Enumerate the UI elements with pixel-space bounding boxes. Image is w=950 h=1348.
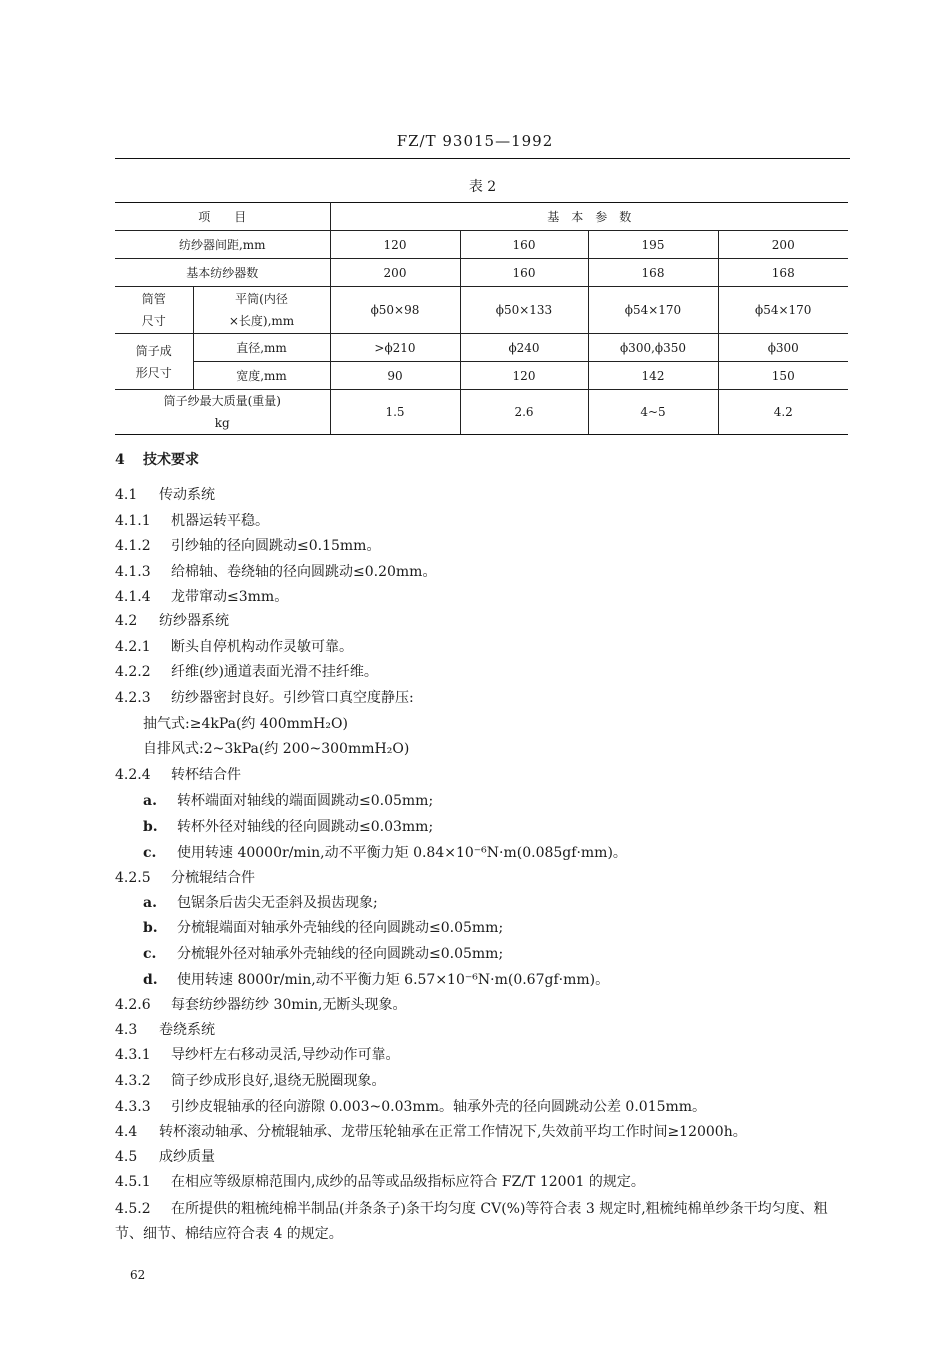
table-cell: 2.6 <box>460 390 588 435</box>
clause-number: 4.5.1 <box>115 1174 151 1190</box>
clause <box>115 1097 706 1117</box>
clause-number: 4.2.4 <box>115 767 151 783</box>
clause-text: 筒子纱成形良好,退绕无脱圈现象。 <box>171 1073 386 1089</box>
list-item <box>143 843 627 863</box>
clause-text: 传动系统 <box>159 487 215 503</box>
clause-text: 给棉轴、卷绕轴的径向圆跳动≤0.20mm。 <box>171 564 437 580</box>
list-marker: d. <box>143 972 158 988</box>
table-cell: 90 <box>330 362 460 390</box>
row-label: 纺纱器间距,mm <box>115 231 330 259</box>
list-marker: a. <box>143 793 157 809</box>
clause-text: 龙带窜动≤3mm。 <box>171 589 289 605</box>
clause-sub-text: 自排风式:2~3kPa(约 200~300mmH₂O) <box>143 741 410 757</box>
clause-number: 4.2.6 <box>115 997 151 1013</box>
row-label <box>115 390 330 435</box>
list-item <box>143 893 378 913</box>
table-cell: 1.5 <box>330 390 460 435</box>
clause-text: 引纱皮辊轴承的径向游隙 0.003~0.03mm。轴承外壳的径向圆跳动公差 0.015mm。 <box>171 1099 707 1115</box>
clause-number: 4.1.2 <box>115 538 151 554</box>
clause-text: 转杯结合件 <box>171 767 241 783</box>
list-item <box>143 791 433 811</box>
list-marker: c. <box>143 946 157 962</box>
table-row <box>115 259 848 287</box>
group-line: 筒管 <box>141 292 166 306</box>
table-cell: ϕ300 <box>718 334 848 362</box>
list-text: 分梳辊外径对轴承外壳轴线的径向圆跳动≤0.05mm; <box>177 946 504 962</box>
table-cell: 150 <box>718 362 848 390</box>
table-cell: ϕ240 <box>460 334 588 362</box>
clause-number: 4.3.3 <box>115 1099 151 1115</box>
table-cell: ϕ54×170 <box>718 287 848 334</box>
clause <box>115 995 406 1015</box>
table-cell: 120 <box>460 362 588 390</box>
header-item: 项 目 <box>115 203 330 231</box>
clause-text: 断头自停机构动作灵敏可靠。 <box>171 639 353 655</box>
list-item <box>143 970 609 990</box>
list-text: 转杯端面对轴线的端面圆跳动≤0.05mm; <box>177 793 434 809</box>
clause-number: 4.3 <box>115 1022 138 1038</box>
table-cell: 168 <box>588 259 718 287</box>
list-text: 包锯条后齿尖无歪斜及损齿现象; <box>177 895 378 911</box>
clause-number: 4.2.2 <box>115 664 151 680</box>
list-text: 使用转速 8000r/min,动不平衡力矩 6.57×10⁻⁶N·m(0.67gf·mm)。 <box>177 972 610 988</box>
table-row <box>115 334 848 362</box>
table-row <box>115 390 848 435</box>
clause-number: 4.1.1 <box>115 513 151 529</box>
clause-number: 4.5 <box>115 1149 138 1165</box>
clause-number: 4.2.1 <box>115 639 151 655</box>
clause-text: 分梳辊结合件 <box>171 870 255 886</box>
clause-number: 4.4 <box>115 1124 138 1140</box>
clause <box>115 1020 215 1040</box>
clause-sub-text: 抽气式:≥4kPa(约 400mmH₂O) <box>143 716 348 732</box>
table-cell: ϕ54×170 <box>588 287 718 334</box>
group-line: 形尺寸 <box>135 365 172 380</box>
row-group-label <box>115 287 193 334</box>
table-row <box>115 362 848 390</box>
clause-number: 4.2.5 <box>115 870 151 886</box>
clause-number: 4.1.4 <box>115 589 151 605</box>
group-line: 尺寸 <box>141 314 166 328</box>
clause-text: 卷绕系统 <box>159 1022 215 1038</box>
row-sub-label: 直径,mm <box>193 334 330 362</box>
mass-line: 筒子纱最大质量(重量) <box>163 394 281 408</box>
list-item <box>143 918 503 938</box>
clause <box>115 511 269 531</box>
sub-line: ×长度),mm <box>228 314 295 328</box>
sub-line: 平筒(内径 <box>235 292 288 306</box>
list-marker: a. <box>143 895 157 911</box>
table-cell: 4~5 <box>588 390 718 435</box>
list-marker: c. <box>143 845 157 861</box>
table-cell: 195 <box>588 231 718 259</box>
clause-text: 成纱质量 <box>159 1149 215 1165</box>
clause-number: 4.2 <box>115 613 138 629</box>
clause <box>115 611 229 631</box>
clause <box>115 1045 399 1065</box>
clause-number: 4.2.3 <box>115 690 151 706</box>
clause <box>115 868 255 888</box>
table-header-row <box>115 203 848 231</box>
clause-text: 在所提供的粗梳纯棉半制品(并条条子)条干均匀度 CV(%)等符合表 3 规定时,粗梳纯棉单纱条干均匀度、粗节、细节、棉结应符合表 4 的规定。 <box>115 1201 828 1242</box>
clause-text: 机器运转平稳。 <box>171 513 269 529</box>
table-cell: 168 <box>718 259 848 287</box>
clause <box>115 1122 747 1142</box>
table-cell: ϕ300,ϕ350 <box>588 334 718 362</box>
clause <box>115 1147 215 1167</box>
parameters-table <box>115 202 848 435</box>
section-number: 4 <box>115 452 125 468</box>
clause-text: 纺纱器系统 <box>159 613 229 629</box>
section-title: 技术要求 <box>143 452 199 468</box>
list-item <box>143 817 433 837</box>
clause-number: 4.5.2 <box>115 1201 151 1217</box>
row-group-label <box>115 334 193 390</box>
table-caption: 表 2 <box>468 179 497 195</box>
list-marker: b. <box>143 920 158 936</box>
table-cell: 4.2 <box>718 390 848 435</box>
header-params: 基 本 参 数 <box>330 203 848 231</box>
table-cell: 160 <box>460 231 588 259</box>
clause <box>115 587 288 607</box>
clause-text: 每套纺纱器纺纱 30min,无断头现象。 <box>171 997 407 1013</box>
clause-text: 引纱轴的径向圆跳动≤0.15mm。 <box>171 538 381 554</box>
group-line: 筒子成 <box>135 343 172 358</box>
clause <box>115 765 241 785</box>
table-cell: ϕ50×133 <box>460 287 588 334</box>
clause-number: 4.3.2 <box>115 1073 151 1089</box>
table-cell: 120 <box>330 231 460 259</box>
clause-number: 4.1 <box>115 487 138 503</box>
clause <box>115 688 414 708</box>
clause <box>115 536 380 556</box>
row-sub-label <box>193 287 330 334</box>
clause-number: 4.3.1 <box>115 1047 151 1063</box>
table-cell: ϕ50×98 <box>330 287 460 334</box>
mass-line: kg <box>214 416 230 430</box>
table-row <box>115 287 848 334</box>
table-cell: >ϕ210 <box>330 334 460 362</box>
clause <box>115 637 353 657</box>
page-number: 62 <box>130 1268 146 1282</box>
header-rule <box>115 158 850 159</box>
table-cell: 160 <box>460 259 588 287</box>
row-label: 基本纺纱器数 <box>115 259 330 287</box>
list-text: 使用转速 40000r/min,动不平衡力矩 0.84×10⁻⁶N·m(0.085gf·mm)。 <box>177 845 627 861</box>
clause <box>115 485 215 505</box>
clause-text: 在相应等级原棉范围内,成纱的品等或品级指标应符合 FZ/T 12001 的规定。 <box>171 1174 645 1190</box>
table-cell: 142 <box>588 362 718 390</box>
list-text: 转杯外径对轴线的径向圆跳动≤0.03mm; <box>177 819 434 835</box>
table-cell: 200 <box>718 231 848 259</box>
clause <box>115 1197 850 1247</box>
clause <box>115 562 436 582</box>
section-heading <box>115 450 199 470</box>
list-item <box>143 944 503 964</box>
list-marker: b. <box>143 819 158 835</box>
clause-text: 纺纱器密封良好。引纱管口真空度静压: <box>171 690 414 706</box>
list-text: 分梳辊端面对轴承外壳轴线的径向圆跳动≤0.05mm; <box>177 920 504 936</box>
clause-text: 导纱杆左右移动灵活,导纱动作可靠。 <box>171 1047 400 1063</box>
clause <box>115 1172 645 1192</box>
row-sub-label: 宽度,mm <box>193 362 330 390</box>
standard-number-header: FZ/T 93015—1992 <box>396 132 554 150</box>
clause <box>115 662 378 682</box>
clause-text: 纤维(纱)通道表面光滑不挂纤维。 <box>171 664 378 680</box>
clause-number: 4.1.3 <box>115 564 151 580</box>
clause-text: 转杯滚动轴承、分梳辊轴承、龙带压轮轴承在正常工作情况下,失效前平均工作时间≥12000h。 <box>159 1124 747 1140</box>
table-row <box>115 231 848 259</box>
clause <box>115 1071 385 1091</box>
table-cell: 200 <box>330 259 460 287</box>
